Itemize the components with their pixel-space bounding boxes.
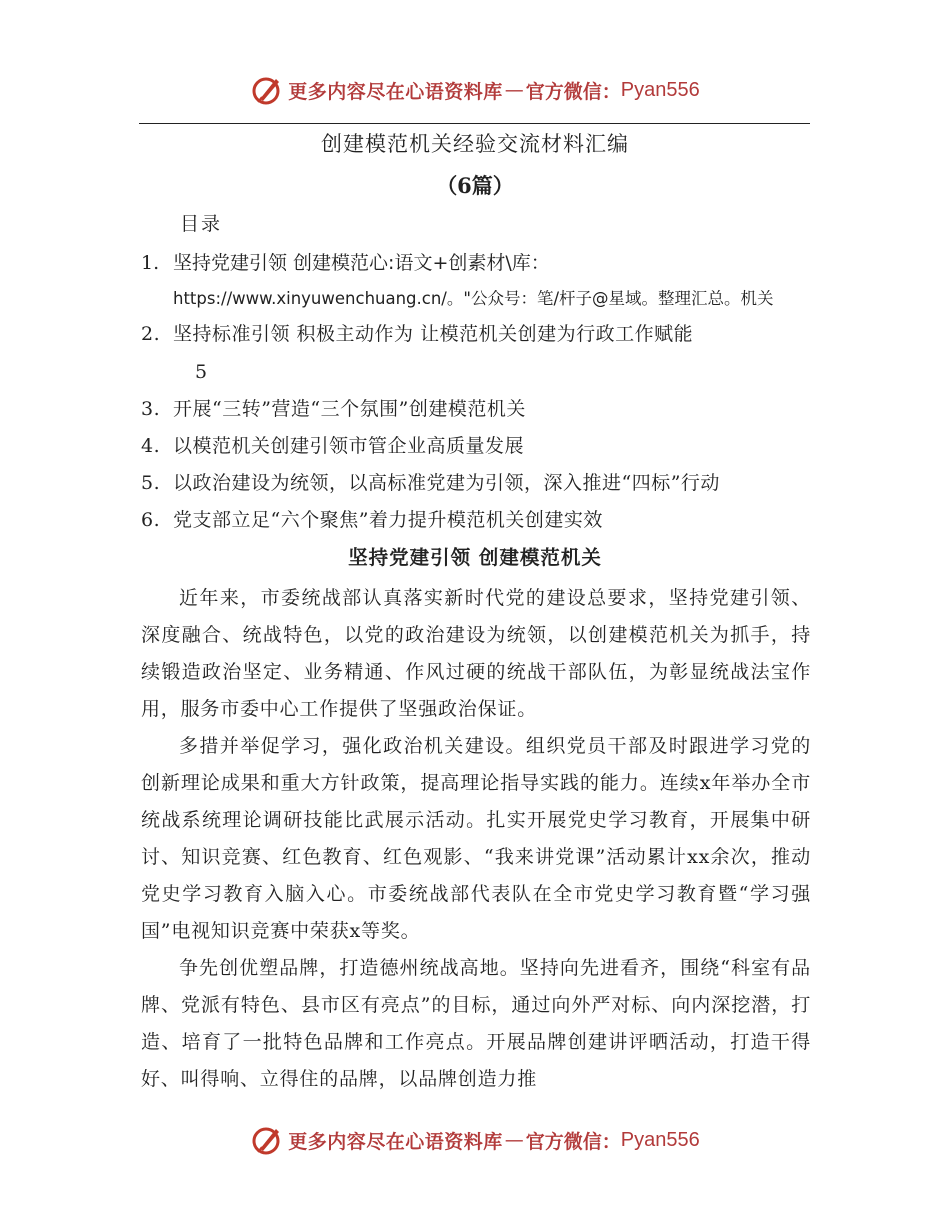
feather-pen-logo-icon — [250, 73, 284, 107]
toc-number: 6. — [141, 509, 161, 531]
toc-item-1-continuation: https://www.xinyuwenchuang.cn/。"公众号：笔/杆子@星域。整理汇总。机关 — [173, 289, 774, 308]
watermark-text: 更多内容尽在心语资料库 — [288, 1130, 503, 1153]
toc-number: 5. — [141, 472, 161, 494]
toc-heading: 目录 — [180, 213, 223, 235]
watermark-wechat-id: Pyan556 — [620, 78, 700, 101]
header-watermark — [0, 70, 950, 110]
toc-item-1 — [141, 249, 550, 277]
toc-number: 1. — [141, 252, 160, 274]
header-rule — [139, 123, 810, 124]
toc-number: 4. — [141, 435, 161, 457]
toc-item-4 — [141, 432, 524, 460]
toc-item-2-page: 5 — [195, 361, 208, 383]
document-title: 创建模范机关经验交流材料汇编 — [321, 132, 629, 156]
watermark-wechat-id: Pyan556 — [620, 1128, 700, 1151]
toc-text: 开展“三转”营造“三个氛围”创建模范机关 — [173, 398, 526, 420]
watermark-dash: — — [504, 79, 524, 101]
toc-text: 坚持标准引领 积极主动作为 让模范机关创建为行政工作赋能 — [173, 323, 694, 345]
paragraph-2: 多措并举促学习，强化政治机关建设。组织党员干部及时跟进学习党的创新理论成果和重大方针政策，提高理论指导实践的能力。连续x年举办全市统战系统理论调研技能比武展示活动。扎实开展党史学习教育，开展集中研讨、知识竞赛、红色教育、红色观影、“我来讲党课”活动累计xx余次，推动党史学习教育入脑入心。市委统战部代表队在全市党史学习教育暨“学习强国”电视知识竞赛中荣获x等奖。 — [141, 735, 811, 942]
toc-item-6 — [141, 506, 603, 534]
toc-number: 2. — [141, 323, 161, 345]
toc-number: 3. — [141, 398, 161, 420]
watermark-dash: — — [504, 1129, 524, 1151]
toc-item-5 — [141, 469, 720, 497]
toc-item-3 — [141, 395, 526, 423]
footer-watermark — [0, 1120, 950, 1160]
document-subtitle: （6篇） — [436, 173, 514, 198]
watermark-wechat-label: 官方微信： — [525, 1130, 621, 1153]
toc-text: 坚持党建引领 创建模范心:语文+创素材\库： — [173, 252, 550, 274]
toc-text: 以模范机关创建引领市管企业高质量发展 — [173, 435, 525, 457]
watermark-text: 更多内容尽在心语资料库 — [288, 80, 503, 103]
article-body — [141, 580, 811, 1098]
feather-pen-logo-icon — [250, 1123, 284, 1157]
section-title: 坚持党建引领 创建模范机关 — [348, 546, 602, 569]
toc-text: 以政治建设为统领，以高标准党建为引领，深入推进“四标”行动 — [173, 472, 720, 494]
paragraph-1: 近年来，市委统战部认真落实新时代党的建设总要求，坚持党建引领、深度融合、统战特色，以党的政治建设为统领，以创建模范机关为抓手，持续锻造政治坚定、业务精通、作风过硬的统战干部队伍，为彰显统战法宝作用，服务市委中心工作提供了坚强政治保证。 — [141, 587, 811, 720]
toc-text: 党支部立足“六个聚焦”着力提升模范机关创建实效 — [173, 509, 603, 531]
paragraph-3: 争先创优塑品牌，打造德州统战高地。坚持向先进看齐，围绕“科室有品牌、党派有特色、县市区有亮点”的目标，通过向外严对标、向内深挖潜，打造、培育了一批特色品牌和工作亮点。开展品牌创建讲评晒活动，打造干得好、叫得响、立得住的品牌，以品牌创造力推 — [141, 957, 811, 1090]
watermark-wechat-label: 官方微信： — [525, 80, 621, 103]
toc-item-2 — [141, 320, 693, 348]
